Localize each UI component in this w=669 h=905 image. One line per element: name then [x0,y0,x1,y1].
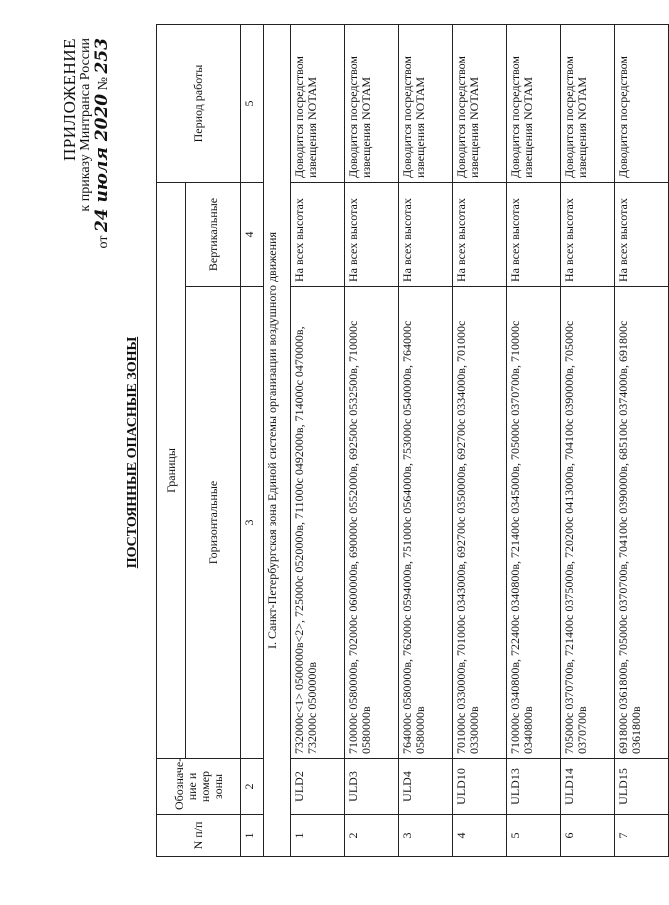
column-number: 1 [241,815,264,857]
column-number: 4 [241,183,264,287]
section-row [264,25,291,857]
vertical-boundaries: На всех высотах [399,183,453,287]
horizontal-boundaries: 732000с<1> 0500000в<2>, 725000с 0520000в, 711000с 0492000в, 714000с 0470000в, 732000с 0500000в [291,287,345,759]
zone-id: ULD2 [291,759,345,815]
section-title: I. Санкт-Петербургская зона Единой системы организации воздушного движения [264,25,291,857]
header-vertical: Вертикальные [186,183,241,287]
appendix-date-prefix: от [96,235,111,249]
appendix-title: ПРИЛОЖЕНИЕ [60,38,79,161]
row-number: 4 [453,815,507,857]
appendix-order-line: к приказу Минтранса России [78,38,93,212]
header-horizontal: Горизонтальные [186,287,241,759]
handwritten-number: 253 [92,38,112,74]
table-row [399,25,453,857]
appendix-block [62,38,112,248]
header-boundaries: Границы [157,183,186,759]
vertical-boundaries: На всех высотах [561,183,615,287]
work-period: Доводится посредством извещения NOTAM [507,25,561,183]
row-number: 6 [561,815,615,857]
row-number: 7 [615,815,669,857]
horizontal-boundaries: 691800с 0361800в, 705000с 0370700в, 704100с 0390000в, 685100с 0374000в, 691800с 0361800в [615,287,669,759]
row-number: 5 [507,815,561,857]
table-row [615,25,669,857]
handwritten-date: 24 июля 2020 [92,93,112,233]
table-row [291,25,345,857]
row-number: 2 [345,815,399,857]
vertical-boundaries: На всех высотах [507,183,561,287]
zones-table [156,24,669,857]
appendix-number-prefix: № [96,77,111,91]
vertical-boundaries: На всех высотах [291,183,345,287]
table-row [345,25,399,857]
table-row [561,25,615,857]
column-number: 5 [241,25,264,183]
zone-id: ULD15 [615,759,669,815]
work-period: Доводится посредством извещения NOTAM [561,25,615,183]
work-period: Доводится посредством извещения NOTAM [453,25,507,183]
page-title: ПОСТОЯННЫЕ ОПАСНЫЕ ЗОНЫ [125,336,140,569]
work-period: Доводится посредством извещения NOTAM [345,25,399,183]
work-period: Доводится посредством [615,25,669,183]
header-zone: Обозначе-ние и номер зоны [157,759,241,815]
horizontal-boundaries: 701000с 0330000в, 701000с 0343000в, 692700с 0350000в, 692700с 0334000в, 701000с 0330000в [453,287,507,759]
vertical-boundaries: На всех высотах [345,183,399,287]
column-number: 2 [241,759,264,815]
zone-id: ULD13 [507,759,561,815]
table-row [507,25,561,857]
zone-id: ULD10 [453,759,507,815]
work-period: Доводится посредством извещения NOTAM [399,25,453,183]
vertical-boundaries: На всех высотах [615,183,669,287]
horizontal-boundaries: 764000с 0580000в, 762000с 0594000в, 751000с 0564000в, 753000с 0540000в, 764000с 0580000в [399,287,453,759]
horizontal-boundaries: 710000с 0340800в, 722400с 0340800в, 721400с 0345000в, 705000с 0370700в, 710000с 0340800в [507,287,561,759]
header-num: N п/п [157,815,241,857]
column-numbers-row [241,25,264,857]
zone-id: ULD14 [561,759,615,815]
zone-id: ULD4 [399,759,453,815]
zone-id: ULD3 [345,759,399,815]
appendix-date-line [94,38,112,248]
header-row-1 [157,25,186,857]
row-number: 1 [291,815,345,857]
header-period: Период работы [157,25,241,183]
work-period: Доводится посредством извещения NOTAM [291,25,345,183]
horizontal-boundaries: 710000с 0580000в, 702000с 0600000в, 690000с 0552000в, 692500с 0532500в, 710000с 0580000в [345,287,399,759]
row-number: 3 [399,815,453,857]
column-number: 3 [241,287,264,759]
vertical-boundaries: На всех высотах [453,183,507,287]
table-row [453,25,507,857]
horizontal-boundaries: 705000с 0370700в, 721400с 0375000в, 720200с 0413000в, 704100с 0390000в, 705000с 0370700в [561,287,615,759]
